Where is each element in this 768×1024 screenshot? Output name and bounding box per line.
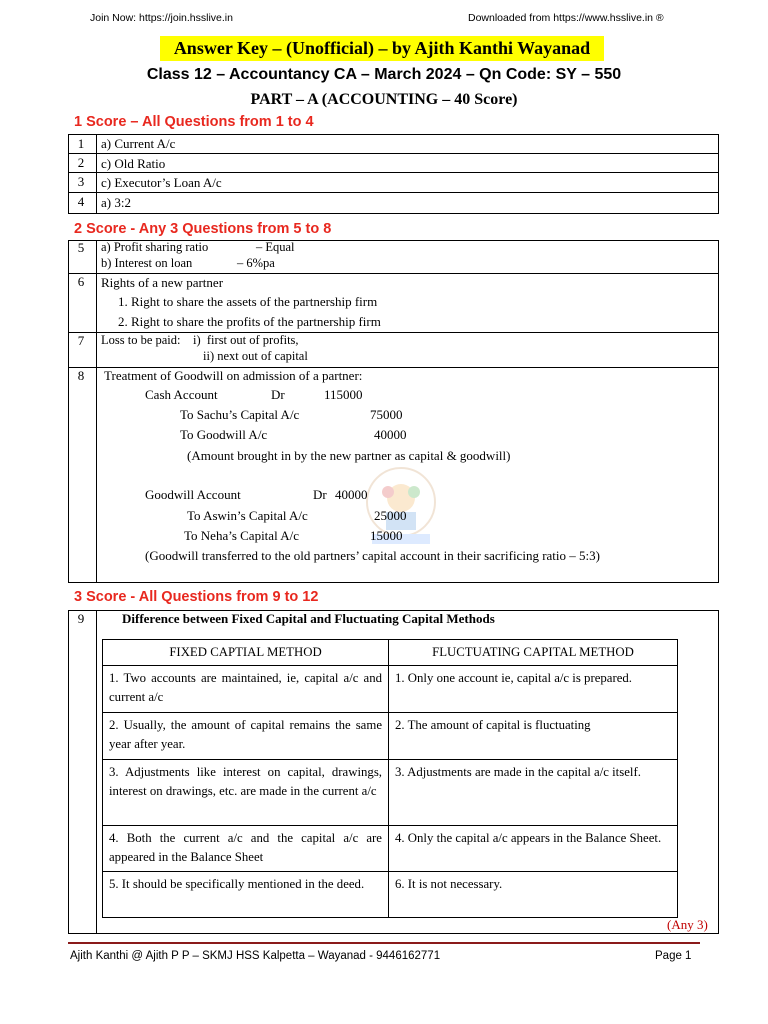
q7-line1: Loss to be paid: i) first out of profits, xyxy=(101,333,299,347)
journal-credit-account: To Sachu’s Capital A/c xyxy=(180,407,300,422)
row-divider xyxy=(68,192,719,193)
journal-credit-amount: 25000 xyxy=(374,508,407,523)
answer-text: a) Current A/c xyxy=(101,136,176,151)
table-cell: 3. Adjustments like interest on capital, drawings, interest on drawings, etc. are made in the current a/c xyxy=(103,760,389,826)
table-cell: 6. It is not necessary. xyxy=(389,872,678,918)
join-link[interactable]: Join Now: https://join.hsslive.in xyxy=(90,12,233,24)
table-cell: 2. Usually, the amount of capital remains the same year after year. xyxy=(103,713,389,760)
question-number: 6 xyxy=(77,274,85,289)
table-cell: 4. Both the current a/c and the capital a/c are appeared in the Balance Sheet xyxy=(103,826,389,872)
column-divider xyxy=(96,240,97,583)
question-number: 4 xyxy=(77,194,85,209)
exam-subtitle: Class 12 – Accountancy CA – March 2024 – Qn Code: SY – 550 xyxy=(146,66,622,83)
journal-credit-account: To Goodwill A/c xyxy=(180,427,268,442)
footer-rule xyxy=(68,942,700,944)
q6-point: 2. Right to share the profits of the partnership firm xyxy=(118,314,381,329)
part-title: PART – A (ACCOUNTING – 40 Score) xyxy=(250,91,518,108)
section-heading-3-score: 3 Score - All Questions from 9 to 12 xyxy=(74,589,319,605)
q5-line1-label: a) Profit sharing ratio xyxy=(101,240,209,254)
table-cell: 2. The amount of capital is fluctuating xyxy=(389,713,678,760)
journal-narration: (Goodwill transferred to the old partners’ capital account in their sacrificing ratio – 5:3) xyxy=(145,548,600,563)
q6-heading: Rights of a new partner xyxy=(101,275,224,290)
table-cell: 3. Adjustments are made in the capital a/c itself. xyxy=(389,760,678,826)
journal-credit-amount: 40000 xyxy=(374,427,407,442)
journal-credit-amount: 15000 xyxy=(370,528,403,543)
question-number: 3 xyxy=(77,174,85,189)
q5-line1-value: – Equal xyxy=(256,240,295,254)
section-heading-2-score: 2 Score - Any 3 Questions from 5 to 8 xyxy=(74,221,332,237)
q8-heading: Treatment of Goodwill on admission of a partner: xyxy=(104,368,363,383)
title-banner xyxy=(160,36,604,61)
journal-narration: (Amount brought in by the new partner as capital & goodwill) xyxy=(187,448,511,463)
column-header-fluctuating: FLUCTUATING CAPITAL METHOD xyxy=(389,640,678,666)
table-header-row xyxy=(103,640,678,666)
page-number: Page 1 xyxy=(655,950,692,962)
question-number: 5 xyxy=(77,240,85,255)
table-row xyxy=(103,872,678,918)
table-cell: 1. Only one account ie, capital a/c is prepared. xyxy=(389,666,678,713)
q5-line2-label: b) Interest on loan xyxy=(101,256,193,270)
journal-dr-label: Dr xyxy=(313,487,327,502)
page-title: Answer Key – (Unofficial) – by Ajith Kanthi Wayanad xyxy=(173,38,591,58)
question-number: 1 xyxy=(77,136,85,151)
table-row xyxy=(103,760,678,826)
column-header-fixed: FIXED CAPTIAL METHOD xyxy=(103,640,389,666)
table-row xyxy=(103,713,678,760)
section-heading-1-score: 1 Score – All Questions from 1 to 4 xyxy=(74,114,314,130)
download-link[interactable]: Downloaded from https://www.hsslive.in ® xyxy=(468,12,664,24)
table-row xyxy=(103,666,678,713)
journal-debit-amount: 40000 xyxy=(335,487,368,502)
journal-debit-account: Cash Account xyxy=(145,387,218,402)
question-number: 7 xyxy=(77,333,85,348)
column-divider xyxy=(96,134,97,214)
table-cell: 4. Only the capital a/c appears in the Balance Sheet. xyxy=(389,826,678,872)
question-number: 2 xyxy=(77,155,85,170)
answer-text: a) 3:2 xyxy=(101,195,131,210)
journal-credit-amount: 75000 xyxy=(370,407,403,422)
journal-dr-label: Dr xyxy=(271,387,285,402)
journal-debit-amount: 115000 xyxy=(324,387,363,402)
table-row xyxy=(103,826,678,872)
answer-text: c) Old Ratio xyxy=(101,156,166,171)
answer-text: c) Executor’s Loan A/c xyxy=(101,175,222,190)
question-number: 8 xyxy=(77,368,85,383)
comparison-table xyxy=(102,639,678,918)
footer-author: Ajith Kanthi @ Ajith P P – SKMJ HSS Kalpetta – Wayanad - 9446162771 xyxy=(70,950,441,962)
table-cell: 5. It should be specifically mentioned in the deed. xyxy=(103,872,389,918)
journal-credit-account: To Neha’s Capital A/c xyxy=(184,528,299,543)
table-cell: 1. Two accounts are maintained, ie, capital a/c and current a/c xyxy=(103,666,389,713)
journal-credit-account: To Aswin’s Capital A/c xyxy=(187,508,308,523)
q9-heading: Difference between Fixed Capital and Fluctuating Capital Methods xyxy=(122,611,495,626)
any-3-note: (Any 3) xyxy=(667,917,708,932)
q5-line2-value: – 6%pa xyxy=(237,256,275,270)
journal-debit-account: Goodwill Account xyxy=(145,487,241,502)
q7-line2: ii) next out of capital xyxy=(203,349,308,363)
question-number: 9 xyxy=(77,611,85,626)
q6-point: 1. Right to share the assets of the partnership firm xyxy=(118,294,378,309)
row-divider xyxy=(68,153,719,154)
column-divider xyxy=(96,610,97,934)
